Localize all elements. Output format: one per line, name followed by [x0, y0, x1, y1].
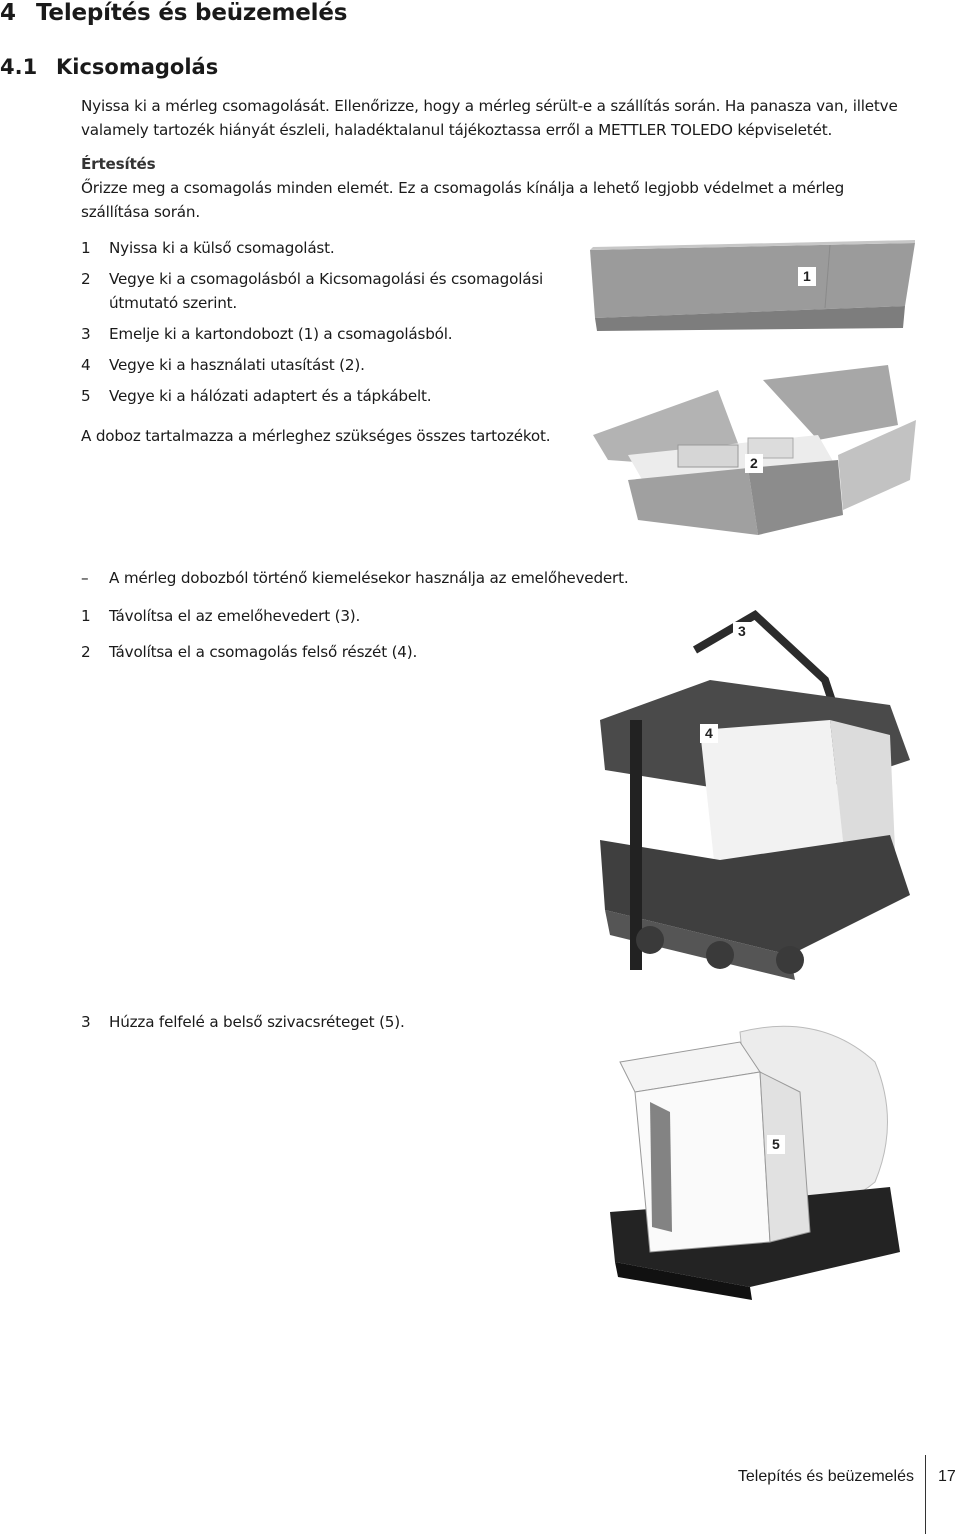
step-item: 2 Vegye ki a csomagolásból a Kicsomagolási és csomagolási útmutató szerint.	[81, 270, 544, 312]
foam-strap-illustration	[590, 610, 920, 995]
callout-3: 3	[733, 622, 751, 641]
footer-divider	[925, 1455, 926, 1534]
step-item: 2 Távolítsa el a csomagolás felső részét (4).	[81, 643, 418, 661]
callout-4: 4	[700, 724, 718, 743]
chapter-title: Telepítés és beüzemelés	[36, 0, 348, 26]
chapter-heading	[0, 0, 347, 26]
section-title: Kicsomagolás	[56, 55, 219, 79]
footer-section-title: Telepítés és beüzemelés	[737, 1468, 914, 1485]
callout-1: 1	[798, 267, 816, 286]
steps-list-a	[81, 236, 571, 415]
lifting-strap-bullet: – A mérleg dobozból történő kiemelésekor használja az emelőhevedert.	[81, 566, 781, 590]
foam-packaging-strap-figure	[590, 610, 920, 995]
step-item: 5 Vegye ki a hálózati adaptert és a tápkábelt.	[81, 387, 432, 405]
steps-list-b	[81, 604, 581, 664]
box-contents-note: A doboz tartalmazza a mérleghez szükséges összes tartozékot.	[81, 427, 551, 445]
callout-5: 5	[767, 1135, 785, 1154]
steps-list-c	[81, 1010, 581, 1034]
carton-illustration	[585, 238, 920, 333]
step-item: 3 Emelje ki a kartondobozt (1) a csomagolásból.	[81, 325, 453, 343]
section-heading	[0, 55, 218, 79]
note-body: Őrizze meg a csomagolás minden elemét. Ez a csomagolás kínálja a lehető legjobb védelmet a mérleg szállítása során.	[81, 179, 845, 221]
open-box-figure	[588, 360, 918, 542]
step-item: 1 Nyissa ki a külső csomagolást.	[81, 239, 335, 257]
page-number: 17	[938, 1468, 956, 1485]
note-title: Értesítés	[81, 155, 156, 173]
step-item: 4 Vegye ki a használati utasítást (2).	[81, 356, 365, 374]
open-box-illustration	[588, 360, 918, 542]
inner-foam-layer-figure	[590, 1012, 910, 1302]
section-number: 4.1	[0, 55, 38, 79]
step-item: 1 Távolítsa el az emelőhevedert (3).	[81, 607, 361, 625]
inner-foam-illustration	[590, 1012, 910, 1302]
step-item: 3 Húzza felfelé a belső szivacsréteget (5).	[81, 1013, 405, 1031]
closed-carton-figure	[585, 238, 920, 333]
bullet-dash: –	[81, 569, 89, 587]
intro-paragraph: Nyissa ki a mérleg csomagolását. Ellenőrizze, hogy a mérleg sérült-e a szállítás során. Ha panasza van, illetve valamely tartozék hiányát észleli, haladéktalanul tájékoztassa erről a METTLER TOLEDO képviseletét.	[81, 97, 898, 139]
callout-2: 2	[745, 454, 763, 473]
chapter-number: 4	[0, 0, 16, 26]
